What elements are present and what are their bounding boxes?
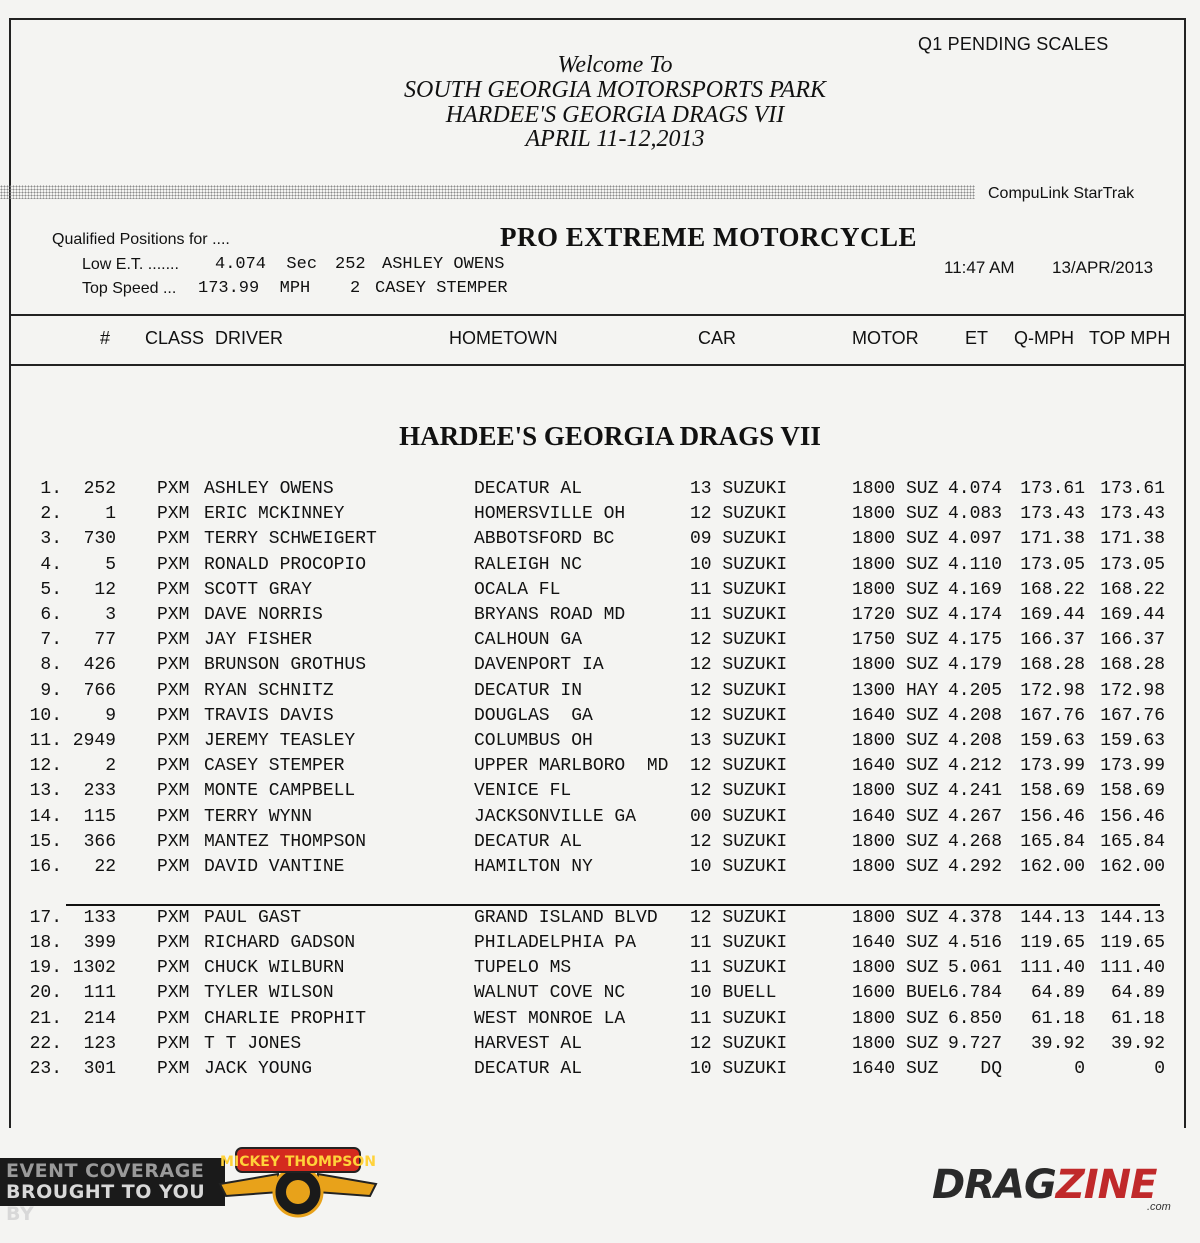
cell-hometown: WALNUT COVE NC <box>474 983 626 1004</box>
cell-qualifying-mph: 156.46 <box>1020 806 1085 827</box>
table-row <box>0 1059 1200 1084</box>
cell-driver-name: TERRY WYNN <box>204 806 313 827</box>
cell-qualifying-mph: 162.00 <box>1020 857 1085 877</box>
cell-car: 12 SUZUKI <box>690 1033 788 1054</box>
table-row <box>0 630 1200 655</box>
sponsor-logo-text: MICKEY THOMPSON <box>220 1154 376 1170</box>
cell-class: PXM <box>157 958 190 979</box>
cell-top-mph: 158.69 <box>1100 781 1165 802</box>
cell-qualifying-mph: 111.40 <box>1020 958 1085 979</box>
low-et-car: 252 <box>335 255 366 274</box>
cell-motor: 1640 SUZ <box>852 756 939 777</box>
table-row <box>0 529 1200 554</box>
cell-top-mph: 169.44 <box>1100 605 1165 625</box>
cell-elapsed-time: 4.074 <box>947 479 1002 499</box>
cell-car: 13 SUZUKI <box>690 731 788 751</box>
cell-top-mph: 168.28 <box>1100 655 1165 676</box>
cell-elapsed-time: 6.784 <box>947 983 1002 1004</box>
cell-motor: 1750 SUZ <box>852 630 939 651</box>
cell-class: PXM <box>157 554 190 575</box>
cell-driver-name: CHUCK WILBURN <box>204 958 345 979</box>
col-header-pos: # <box>100 328 111 348</box>
cell-driver-name: JEREMY TEASLEY <box>204 731 356 751</box>
cell-qualifying-mph: 169.44 <box>1020 605 1085 625</box>
pending-status: Q1 PENDING SCALES <box>918 34 1109 54</box>
cell-elapsed-time: 4.212 <box>947 756 1002 777</box>
cell-driver-name: PAUL GAST <box>204 907 302 928</box>
cell-hometown: RALEIGH NC <box>474 554 583 575</box>
welcome-line-4: APRIL 11-12,2013 <box>525 126 705 152</box>
cell-top-mph: 173.61 <box>1100 479 1165 499</box>
table-row <box>0 605 1200 630</box>
cell-elapsed-time: 4.179 <box>947 655 1002 676</box>
cell-elapsed-time: 4.110 <box>947 554 1002 575</box>
cell-driver-name: CASEY STEMPER <box>204 756 345 777</box>
cell-driver-name: JACK YOUNG <box>204 1058 313 1079</box>
cell-car-number: 366 <box>83 831 116 852</box>
cell-hometown: WEST MONROE LA <box>474 1008 626 1029</box>
cell-top-mph: 172.98 <box>1100 680 1165 701</box>
cell-car: 11 SUZUKI <box>690 579 788 600</box>
frame-top-border <box>9 18 1186 20</box>
cell-car-number: 766 <box>83 680 116 701</box>
cell-driver-name: DAVID VANTINE <box>204 857 345 877</box>
cell-elapsed-time: 4.097 <box>947 529 1002 550</box>
welcome-line-3: HARDEE'S GEORGIA DRAGS VII <box>445 102 785 128</box>
cell-driver-name: ASHLEY OWENS <box>204 479 334 499</box>
cell-qualifying-mph: 119.65 <box>1020 932 1085 953</box>
cell-position: 12. <box>29 756 62 777</box>
cell-motor: 1600 BUEL <box>852 983 950 1004</box>
cell-top-mph: 166.37 <box>1100 630 1165 651</box>
cell-elapsed-time: 4.516 <box>947 932 1002 953</box>
col-header-driver: DRIVER <box>215 328 284 348</box>
coverage-line-1: EVENT COVERAGE <box>6 1160 205 1182</box>
cell-position: 17. <box>29 907 62 928</box>
cell-car-number: 2 <box>105 756 116 777</box>
cell-car: 12 SUZUKI <box>690 630 788 651</box>
cell-class: PXM <box>157 1008 190 1029</box>
table-row <box>0 655 1200 680</box>
col-header-qmph: Q-MPH <box>1014 328 1074 348</box>
cell-qualifying-mph: 39.92 <box>1030 1033 1085 1054</box>
cell-class: PXM <box>157 731 190 751</box>
cell-qualifying-mph: 158.69 <box>1020 781 1085 802</box>
cell-car-number: 1 <box>105 504 116 525</box>
cell-qualifying-mph: 159.63 <box>1020 731 1085 751</box>
cell-motor: 1800 SUZ <box>852 907 939 928</box>
cell-car-number: 3 <box>105 605 116 625</box>
cell-motor: 1720 SUZ <box>852 605 939 625</box>
cell-elapsed-time: 9.727 <box>947 1033 1002 1054</box>
top-speed-value: 173.99 MPH <box>198 279 311 298</box>
cell-class: PXM <box>157 655 190 676</box>
table-row <box>0 580 1200 605</box>
cell-position: 13. <box>29 781 62 802</box>
cell-position: 22. <box>29 1033 62 1054</box>
table-row <box>0 958 1200 983</box>
table-row <box>0 832 1200 857</box>
cell-position: 1. <box>40 479 62 499</box>
cell-class: PXM <box>157 831 190 852</box>
cell-car: 12 SUZUKI <box>690 907 788 928</box>
cell-car: 11 SUZUKI <box>690 605 788 625</box>
cell-car: 11 SUZUKI <box>690 1008 788 1029</box>
cell-class: PXM <box>157 1058 190 1079</box>
qualified-label: Qualified Positions for .... <box>52 231 230 248</box>
cell-car-number: 426 <box>83 655 116 676</box>
cell-car: 13 SUZUKI <box>690 479 788 499</box>
cell-motor: 1800 SUZ <box>852 958 939 979</box>
table-row <box>0 857 1200 882</box>
cell-elapsed-time: 4.083 <box>947 504 1002 525</box>
cell-class: PXM <box>157 932 190 953</box>
low-et-driver: ASHLEY OWENS <box>382 255 505 274</box>
cell-position: 2. <box>40 504 62 525</box>
cell-elapsed-time: DQ <box>980 1058 1002 1079</box>
cell-top-mph: 162.00 <box>1100 857 1165 877</box>
cell-position: 4. <box>40 554 62 575</box>
cell-car-number: 301 <box>83 1058 116 1079</box>
table-row <box>0 933 1200 958</box>
cell-class: PXM <box>157 857 190 877</box>
table-row <box>0 1009 1200 1034</box>
cell-top-mph: 156.46 <box>1100 806 1165 827</box>
cell-hometown: BRYANS ROAD MD <box>474 605 626 625</box>
cell-position: 9. <box>40 680 62 701</box>
cell-hometown: DOUGLAS GA <box>474 705 593 726</box>
cell-car: 10 BUELL <box>690 983 777 1004</box>
cell-class: PXM <box>157 504 190 525</box>
cell-elapsed-time: 4.267 <box>947 806 1002 827</box>
cell-elapsed-time: 4.378 <box>947 907 1002 928</box>
cell-motor: 1800 SUZ <box>852 554 939 575</box>
cell-motor: 1800 SUZ <box>852 857 939 877</box>
cell-car-number: 12 <box>94 579 116 600</box>
cell-motor: 1640 SUZ <box>852 1058 939 1079</box>
cell-position: 19. <box>29 958 62 979</box>
cell-qualifying-mph: 166.37 <box>1020 630 1085 651</box>
cell-qualifying-mph: 168.28 <box>1020 655 1085 676</box>
cell-top-mph: 173.43 <box>1100 504 1165 525</box>
cell-top-mph: 159.63 <box>1100 731 1165 751</box>
cell-qualifying-mph: 173.05 <box>1020 554 1085 575</box>
cell-elapsed-time: 4.292 <box>947 857 1002 877</box>
col-header-topmph: TOP MPH <box>1089 328 1171 348</box>
cell-class: PXM <box>157 579 190 600</box>
cell-position: 7. <box>40 630 62 651</box>
cell-top-mph: 167.76 <box>1100 705 1165 726</box>
cell-elapsed-time: 4.208 <box>947 731 1002 751</box>
cell-top-mph: 61.18 <box>1110 1008 1165 1029</box>
col-header-motor: MOTOR <box>852 328 919 348</box>
cell-driver-name: MANTEZ THOMPSON <box>204 831 367 852</box>
cell-position: 14. <box>29 806 62 827</box>
cell-car-number: 252 <box>83 479 116 499</box>
mickey-thompson-logo <box>218 1144 378 1220</box>
event-title: HARDEE'S GEORGIA DRAGS VII <box>399 421 821 451</box>
cell-position: 6. <box>40 605 62 625</box>
cell-motor: 1640 SUZ <box>852 705 939 726</box>
cell-top-mph: 119.65 <box>1100 932 1165 953</box>
table-row <box>0 555 1200 580</box>
cell-qualifying-mph: 0 <box>1074 1058 1085 1079</box>
welcome-line-1: Welcome To <box>557 52 673 78</box>
cell-top-mph: 39.92 <box>1110 1033 1165 1054</box>
qualifying-cut-line <box>66 904 1160 906</box>
cell-top-mph: 168.22 <box>1100 579 1165 600</box>
cell-position: 5. <box>40 579 62 600</box>
cell-motor: 1640 SUZ <box>852 806 939 827</box>
report-time: 11:47 AM <box>944 258 1015 277</box>
cell-hometown: DECATUR IN <box>474 680 583 701</box>
cell-hometown: UPPER MARLBORO MD <box>474 756 669 777</box>
cell-position: 15. <box>29 831 62 852</box>
col-header-et: ET <box>965 328 989 348</box>
cell-motor: 1800 SUZ <box>852 831 939 852</box>
cell-position: 20. <box>29 983 62 1004</box>
cell-car: 11 SUZUKI <box>690 932 788 953</box>
cell-driver-name: T T JONES <box>204 1033 302 1054</box>
coverage-line-2: BROUGHT TO YOU BY <box>6 1181 206 1225</box>
cell-hometown: COLUMBUS OH <box>474 731 593 751</box>
cell-position: 8. <box>40 655 62 676</box>
class-title: PRO EXTREME MOTORCYCLE <box>500 222 918 252</box>
cell-car: 10 SUZUKI <box>690 1058 788 1079</box>
cell-driver-name: TYLER WILSON <box>204 983 334 1004</box>
cell-motor: 1300 HAY <box>852 680 939 701</box>
cell-hometown: DECATUR AL <box>474 831 583 852</box>
cell-motor: 1800 SUZ <box>852 529 939 550</box>
cell-qualifying-mph: 61.18 <box>1030 1008 1085 1029</box>
cell-top-mph: 171.38 <box>1100 529 1165 550</box>
cell-hometown: DECATUR AL <box>474 1058 583 1079</box>
cell-class: PXM <box>157 479 190 499</box>
cell-car-number: 77 <box>94 630 116 651</box>
cell-driver-name: RICHARD GADSON <box>204 932 356 953</box>
cell-position: 16. <box>29 857 62 877</box>
cell-car: 00 SUZUKI <box>690 806 788 827</box>
cell-position: 3. <box>40 529 62 550</box>
cell-position: 11. <box>29 731 62 751</box>
cell-motor: 1640 SUZ <box>852 932 939 953</box>
cell-class: PXM <box>157 983 190 1004</box>
cell-class: PXM <box>157 680 190 701</box>
table-row <box>0 807 1200 832</box>
cell-elapsed-time: 4.241 <box>947 781 1002 802</box>
stipple-divider <box>0 185 975 199</box>
cell-top-mph: 173.05 <box>1100 554 1165 575</box>
cell-elapsed-time: 4.169 <box>947 579 1002 600</box>
cell-driver-name: DAVE NORRIS <box>204 605 323 625</box>
table-row <box>0 681 1200 706</box>
cell-qualifying-mph: 173.99 <box>1020 756 1085 777</box>
cell-motor: 1800 SUZ <box>852 504 939 525</box>
cell-car: 12 SUZUKI <box>690 504 788 525</box>
brand-com: .com <box>1147 1201 1171 1213</box>
cell-position: 21. <box>29 1008 62 1029</box>
cell-driver-name: ERIC MCKINNEY <box>204 504 345 525</box>
cell-qualifying-mph: 165.84 <box>1020 831 1085 852</box>
cell-car: 12 SUZUKI <box>690 655 788 676</box>
system-label: CompuLink StarTrak <box>988 185 1135 202</box>
cell-car-number: 233 <box>83 781 116 802</box>
cell-elapsed-time: 4.174 <box>947 605 1002 625</box>
cell-car-number: 22 <box>94 857 116 877</box>
brand-zine: ZINE <box>1055 1162 1157 1208</box>
cell-car: 12 SUZUKI <box>690 756 788 777</box>
cell-driver-name: MONTE CAMPBELL <box>204 781 356 802</box>
cell-hometown: PHILADELPHIA PA <box>474 932 637 953</box>
cell-car-number: 5 <box>105 554 116 575</box>
cell-driver-name: SCOTT GRAY <box>204 579 313 600</box>
cell-motor: 1800 SUZ <box>852 479 939 499</box>
cell-car-number: 111 <box>83 983 116 1004</box>
cell-motor: 1800 SUZ <box>852 731 939 751</box>
cell-top-mph: 165.84 <box>1100 831 1165 852</box>
col-header-hometown: HOMETOWN <box>449 328 558 348</box>
cell-class: PXM <box>157 907 190 928</box>
cell-driver-name: RONALD PROCOPIO <box>204 554 367 575</box>
cell-class: PXM <box>157 1033 190 1054</box>
cell-hometown: HAMILTON NY <box>474 857 593 877</box>
cell-qualifying-mph: 167.76 <box>1020 705 1085 726</box>
cell-car-number: 2949 <box>72 731 116 751</box>
cell-motor: 1800 SUZ <box>852 579 939 600</box>
cell-elapsed-time: 5.061 <box>947 958 1002 979</box>
header-divider-top <box>9 314 1186 316</box>
cell-driver-name: TERRY SCHWEIGERT <box>204 529 377 550</box>
cell-car: 12 SUZUKI <box>690 781 788 802</box>
cell-class: PXM <box>157 529 190 550</box>
cell-qualifying-mph: 168.22 <box>1020 579 1085 600</box>
low-et-label: Low E.T. ....... <box>82 256 179 273</box>
cell-motor: 1800 SUZ <box>852 781 939 802</box>
cell-car-number: 1302 <box>72 958 116 979</box>
cell-elapsed-time: 4.268 <box>947 831 1002 852</box>
top-speed-label: Top Speed ... <box>82 280 177 297</box>
cell-motor: 1800 SUZ <box>852 1033 939 1054</box>
cell-motor: 1800 SUZ <box>852 655 939 676</box>
cell-elapsed-time: 4.175 <box>947 630 1002 651</box>
cell-class: PXM <box>157 806 190 827</box>
cell-hometown: CALHOUN GA <box>474 630 583 651</box>
cell-car-number: 214 <box>83 1008 116 1029</box>
cell-position: 10. <box>29 705 62 726</box>
cell-class: PXM <box>157 705 190 726</box>
cell-hometown: OCALA FL <box>474 579 561 600</box>
cell-car-number: 730 <box>83 529 116 550</box>
cell-car: 12 SUZUKI <box>690 831 788 852</box>
cell-car-number: 9 <box>105 705 116 726</box>
cell-elapsed-time: 4.208 <box>947 705 1002 726</box>
cell-position: 23. <box>29 1058 62 1079</box>
cell-car: 10 SUZUKI <box>690 554 788 575</box>
dragzine-logo <box>932 1162 1156 1208</box>
cell-hometown: ABBOTSFORD BC <box>474 529 615 550</box>
cell-top-mph: 173.99 <box>1100 756 1165 777</box>
table-row <box>0 781 1200 806</box>
cell-hometown: DECATUR AL <box>474 479 583 499</box>
table-row <box>0 504 1200 529</box>
cell-hometown: HARVEST AL <box>474 1033 583 1054</box>
top-speed-driver: CASEY STEMPER <box>375 279 508 298</box>
table-row <box>0 479 1200 504</box>
cell-class: PXM <box>157 605 190 625</box>
cell-qualifying-mph: 173.43 <box>1020 504 1085 525</box>
table-row <box>0 706 1200 731</box>
col-header-car: CAR <box>698 328 737 348</box>
cell-car-number: 399 <box>83 932 116 953</box>
event-coverage-banner <box>0 1158 225 1225</box>
cell-qualifying-mph: 144.13 <box>1020 907 1085 928</box>
cell-top-mph: 64.89 <box>1110 983 1165 1004</box>
cell-hometown: VENICE FL <box>474 781 572 802</box>
cell-class: PXM <box>157 630 190 651</box>
cell-car: 10 SUZUKI <box>690 857 788 877</box>
cell-driver-name: JAY FISHER <box>204 630 313 651</box>
table-row <box>0 908 1200 933</box>
cell-hometown: TUPELO MS <box>474 958 572 979</box>
cell-driver-name: CHARLIE PROPHIT <box>204 1008 367 1029</box>
brand-drag: DRAG <box>932 1162 1056 1208</box>
cell-qualifying-mph: 64.89 <box>1030 983 1085 1004</box>
cell-class: PXM <box>157 756 190 777</box>
col-header-class: CLASS <box>145 328 205 348</box>
cell-qualifying-mph: 171.38 <box>1020 529 1085 550</box>
cell-top-mph: 144.13 <box>1100 907 1165 928</box>
cell-top-mph: 0 <box>1154 1058 1165 1079</box>
report-date: 13/APR/2013 <box>1052 258 1154 277</box>
cell-top-mph: 111.40 <box>1100 958 1165 979</box>
cell-car: 12 SUZUKI <box>690 680 788 701</box>
cell-driver-name: BRUNSON GROTHUS <box>204 655 367 676</box>
cell-class: PXM <box>157 781 190 802</box>
cell-position: 18. <box>29 932 62 953</box>
cell-hometown: HOMERSVILLE OH <box>474 504 626 525</box>
cell-hometown: GRAND ISLAND BLVD <box>474 907 658 928</box>
cell-car-number: 133 <box>83 907 116 928</box>
top-speed-car: 2 <box>350 279 361 298</box>
cell-hometown: DAVENPORT IA <box>474 655 604 676</box>
cell-driver-name: RYAN SCHNITZ <box>204 680 334 701</box>
cell-qualifying-mph: 172.98 <box>1020 680 1085 701</box>
cell-car: 09 SUZUKI <box>690 529 788 550</box>
cell-car-number: 115 <box>83 806 116 827</box>
cell-car: 11 SUZUKI <box>690 958 788 979</box>
cell-qualifying-mph: 173.61 <box>1020 479 1085 499</box>
cell-car-number: 123 <box>83 1033 116 1054</box>
cell-driver-name: TRAVIS DAVIS <box>204 705 334 726</box>
cell-elapsed-time: 4.205 <box>947 680 1002 701</box>
table-row <box>0 756 1200 781</box>
header-divider-bottom <box>9 364 1186 366</box>
table-row <box>0 983 1200 1008</box>
table-row <box>0 731 1200 756</box>
cell-elapsed-time: 6.850 <box>947 1008 1002 1029</box>
table-row <box>0 1034 1200 1059</box>
cell-motor: 1800 SUZ <box>852 1008 939 1029</box>
cell-hometown: JACKSONVILLE GA <box>474 806 637 827</box>
cell-car: 12 SUZUKI <box>690 705 788 726</box>
welcome-line-2: SOUTH GEORGIA MOTORSPORTS PARK <box>403 77 826 103</box>
low-et-value: 4.074 Sec <box>215 255 318 274</box>
